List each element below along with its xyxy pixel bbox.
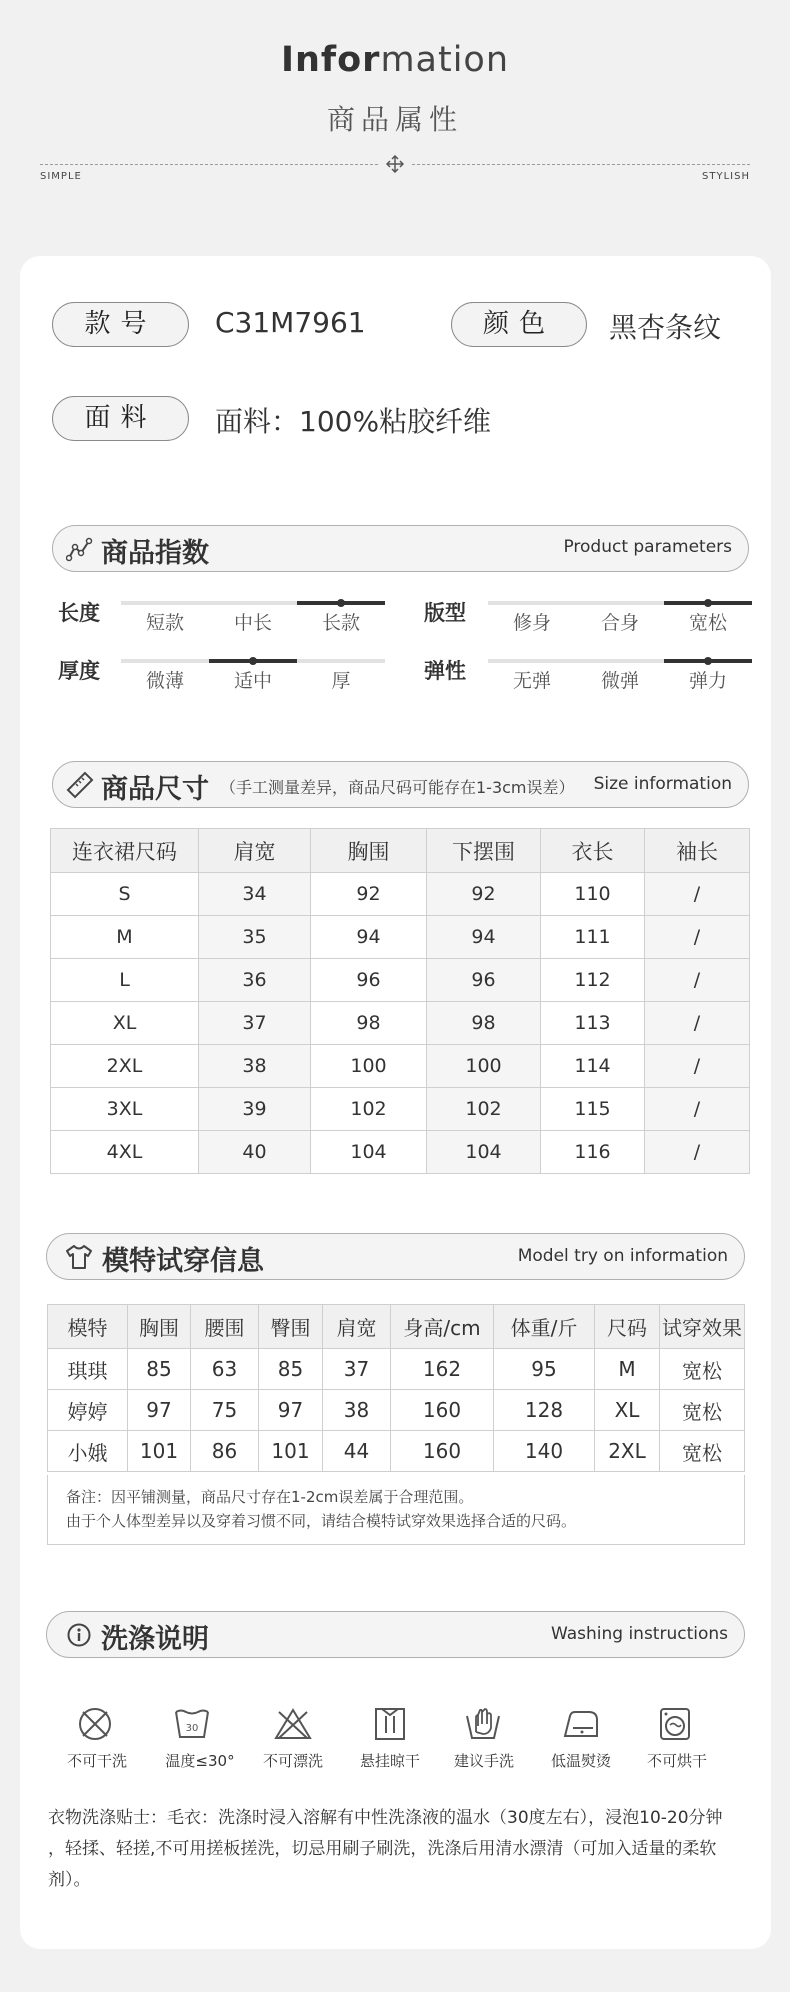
fabric-label: 面料	[52, 396, 189, 441]
table-row	[51, 1088, 750, 1131]
table-cell: 85	[128, 1349, 191, 1390]
table-cell: 38	[323, 1390, 391, 1431]
no-dry-clean-icon	[75, 1706, 115, 1742]
table-cell: 婷婷	[48, 1390, 128, 1431]
table-cell: 4XL	[51, 1131, 199, 1174]
table-cell: 63	[191, 1349, 259, 1390]
model-col-header: 身高/cm	[391, 1305, 494, 1349]
param-label-thickness: 厚度	[58, 659, 100, 683]
divider-right	[412, 164, 750, 166]
table-row	[48, 1390, 745, 1431]
table-cell: 86	[191, 1431, 259, 1472]
param-option: 修身	[512, 612, 551, 634]
table-cell: 琪琪	[48, 1349, 128, 1390]
style-no-label: 款号	[52, 302, 189, 347]
table-cell: 97	[128, 1390, 191, 1431]
table-row	[48, 1431, 745, 1472]
page-title-en: Information	[280, 40, 510, 80]
table-cell: 95	[494, 1349, 595, 1390]
param-label-elasticity: 弹性	[424, 659, 466, 683]
table-cell: 36	[199, 959, 311, 1002]
model-note-box	[47, 1475, 745, 1545]
hand-wash-icon	[463, 1706, 503, 1742]
param-option: 合身	[600, 612, 639, 634]
table-cell: XL	[51, 1002, 199, 1045]
table-cell: /	[645, 916, 750, 959]
table-cell: 小娥	[48, 1431, 128, 1472]
table-cell: 宽松	[660, 1390, 745, 1431]
param-option: 适中	[233, 670, 272, 692]
table-cell: 111	[541, 916, 645, 959]
param-option: 弹力	[688, 670, 727, 692]
color-label: 颜色	[451, 302, 587, 347]
wash-30-icon	[172, 1706, 212, 1742]
table-cell: 宽松	[660, 1349, 745, 1390]
table-cell: 92	[311, 873, 427, 916]
table-cell: 39	[199, 1088, 311, 1131]
wash-label: 悬挂晾干	[359, 1752, 420, 1770]
size-col-header: 胸围	[311, 829, 427, 873]
table-cell: 104	[427, 1131, 541, 1174]
table-cell: /	[645, 1131, 750, 1174]
info-icon	[66, 1622, 92, 1648]
table-cell: 2XL	[51, 1045, 199, 1088]
model-title: 模特试穿信息	[102, 1246, 264, 1277]
table-cell: 75	[191, 1390, 259, 1431]
table-cell: 2XL	[595, 1431, 660, 1472]
table-cell: S	[51, 873, 199, 916]
ruler-icon	[66, 771, 94, 799]
size-col-header: 肩宽	[199, 829, 311, 873]
no-bleach-icon	[273, 1706, 313, 1742]
table-cell: L	[51, 959, 199, 1002]
size-note: （手工测量差异，商品尺码可能存在1-3cm误差）	[220, 778, 575, 797]
table-cell: 98	[311, 1002, 427, 1045]
table-cell: 宽松	[660, 1431, 745, 1472]
table-cell: 96	[311, 959, 427, 1002]
table-cell: /	[645, 959, 750, 1002]
divider-left	[40, 164, 378, 166]
model-col-header: 试穿效果	[660, 1305, 745, 1349]
size-en-title: Size information	[593, 774, 732, 794]
table-cell: 102	[311, 1088, 427, 1131]
table-cell: 112	[541, 959, 645, 1002]
table-cell: 94	[311, 916, 427, 959]
table-cell: 37	[323, 1349, 391, 1390]
model-col-header: 腰围	[191, 1305, 259, 1349]
param-option: 宽松	[688, 612, 727, 634]
table-cell: 96	[427, 959, 541, 1002]
table-cell: 40	[199, 1131, 311, 1174]
wash-label: 低温熨烫	[550, 1752, 611, 1770]
table-row	[51, 959, 750, 1002]
cross-arrows-icon	[386, 155, 404, 173]
table-cell: 114	[541, 1045, 645, 1088]
model-col-header: 肩宽	[323, 1305, 391, 1349]
stylish-tag: STYLISH	[702, 171, 750, 182]
wash-tip-line: 剂）。	[48, 1870, 91, 1890]
wash-tip-line: ，轻揉、轻搓,不可用搓板搓洗，切忌用刷子刷洗，洗涤后用清水漂清（可加入适量的柔软	[48, 1839, 717, 1859]
table-cell: 100	[427, 1045, 541, 1088]
table-cell: 92	[427, 873, 541, 916]
table-row	[51, 1131, 750, 1174]
table-cell: 85	[259, 1349, 323, 1390]
table-cell: /	[645, 1002, 750, 1045]
param-option: 中长	[233, 612, 272, 634]
model-col-header: 臀围	[259, 1305, 323, 1349]
wash-tip-line: 衣物洗涤贴士：毛衣：洗涤时浸入溶解有中性洗涤液的温水（30度左右），浸泡10-20分钟	[48, 1808, 723, 1828]
style-no-value: C31M7961	[215, 306, 366, 339]
wash-en-title: Washing instructions	[550, 1624, 728, 1644]
table-cell: /	[645, 1045, 750, 1088]
page-title-cn: 商品属性	[326, 103, 463, 136]
no-tumble-dry-icon	[655, 1706, 695, 1742]
param-option: 微薄	[145, 670, 184, 692]
param-option: 无弹	[512, 670, 551, 692]
param-option: 微弹	[600, 670, 639, 692]
table-cell: 38	[199, 1045, 311, 1088]
model-col-header: 尺码	[595, 1305, 660, 1349]
wash-title: 洗涤说明	[101, 1624, 209, 1655]
low-iron-icon	[561, 1706, 601, 1742]
model-col-header: 体重/斤	[494, 1305, 595, 1349]
table-cell: 35	[199, 916, 311, 959]
hang-dry-icon	[370, 1706, 410, 1742]
table-cell: /	[645, 1088, 750, 1131]
table-cell: M	[51, 916, 199, 959]
shirt-icon	[64, 1243, 94, 1271]
table-cell: 115	[541, 1088, 645, 1131]
model-note-line: 由于个人体型差异以及穿着习惯不同，请结合模特试穿效果选择合适的尺码。	[66, 1512, 577, 1530]
size-table	[50, 828, 750, 1174]
param-dot-elasticity	[704, 657, 712, 665]
table-row	[48, 1349, 745, 1390]
param-dot-length	[337, 599, 345, 607]
table-cell: XL	[595, 1390, 660, 1431]
table-cell: 102	[427, 1088, 541, 1131]
size-table-header	[51, 829, 750, 873]
model-col-header: 模特	[48, 1305, 128, 1349]
chart-line-icon	[66, 536, 94, 562]
table-cell: /	[645, 873, 750, 916]
wash-label: 温度≤30°	[165, 1752, 235, 1770]
model-table	[47, 1304, 745, 1472]
size-col-header: 连衣裙尺码	[51, 829, 199, 873]
model-note-line: 备注：因平铺测量，商品尺寸存在1-2cm误差属于合理范围。	[66, 1488, 474, 1506]
table-cell: 116	[541, 1131, 645, 1174]
table-cell: 44	[323, 1431, 391, 1472]
table-cell: 101	[259, 1431, 323, 1472]
size-col-header: 袖长	[645, 829, 750, 873]
table-cell: 100	[311, 1045, 427, 1088]
params-en-title: Product parameters	[563, 537, 732, 557]
param-dot-fit	[704, 599, 712, 607]
table-cell: 104	[311, 1131, 427, 1174]
table-cell: 162	[391, 1349, 494, 1390]
table-cell: M	[595, 1349, 660, 1390]
param-dot-thickness	[249, 657, 257, 665]
table-row	[51, 1045, 750, 1088]
table-row	[51, 916, 750, 959]
color-value: 黑杏条纹	[609, 311, 722, 344]
table-cell: 160	[391, 1390, 494, 1431]
table-cell: 97	[259, 1390, 323, 1431]
wash-label: 建议手洗	[453, 1752, 514, 1770]
params-title: 商品指数	[101, 538, 209, 569]
table-cell: 128	[494, 1390, 595, 1431]
size-col-header: 下摆围	[427, 829, 541, 873]
table-row	[51, 1002, 750, 1045]
param-option: 长款	[321, 612, 360, 634]
table-cell: 140	[494, 1431, 595, 1472]
simple-tag: SIMPLE	[40, 171, 82, 182]
table-cell: 34	[199, 873, 311, 916]
table-cell: 3XL	[51, 1088, 199, 1131]
param-option: 短款	[145, 612, 184, 634]
model-table-header	[48, 1305, 745, 1349]
table-cell: 98	[427, 1002, 541, 1045]
table-cell: 37	[199, 1002, 311, 1045]
table-cell: 101	[128, 1431, 191, 1472]
param-label-length: 长度	[58, 601, 100, 625]
table-cell: 113	[541, 1002, 645, 1045]
wash-tips	[48, 1803, 768, 1896]
table-cell: 160	[391, 1431, 494, 1472]
table-row	[51, 873, 750, 916]
wash-label: 不可干洗	[66, 1752, 127, 1770]
size-col-header: 衣长	[541, 829, 645, 873]
model-en-title: Model try on information	[517, 1246, 728, 1266]
param-label-fit: 版型	[424, 601, 466, 625]
table-cell: 110	[541, 873, 645, 916]
size-title: 商品尺寸	[101, 774, 209, 805]
param-option: 厚	[331, 670, 351, 692]
fabric-value: 面料：100%粘胶纤维	[215, 405, 492, 438]
wash-label: 不可烘干	[646, 1752, 707, 1770]
svg-text:30: 30	[185, 1723, 199, 1734]
table-cell: 94	[427, 916, 541, 959]
model-col-header: 胸围	[128, 1305, 191, 1349]
wash-label: 不可漂洗	[262, 1752, 323, 1770]
